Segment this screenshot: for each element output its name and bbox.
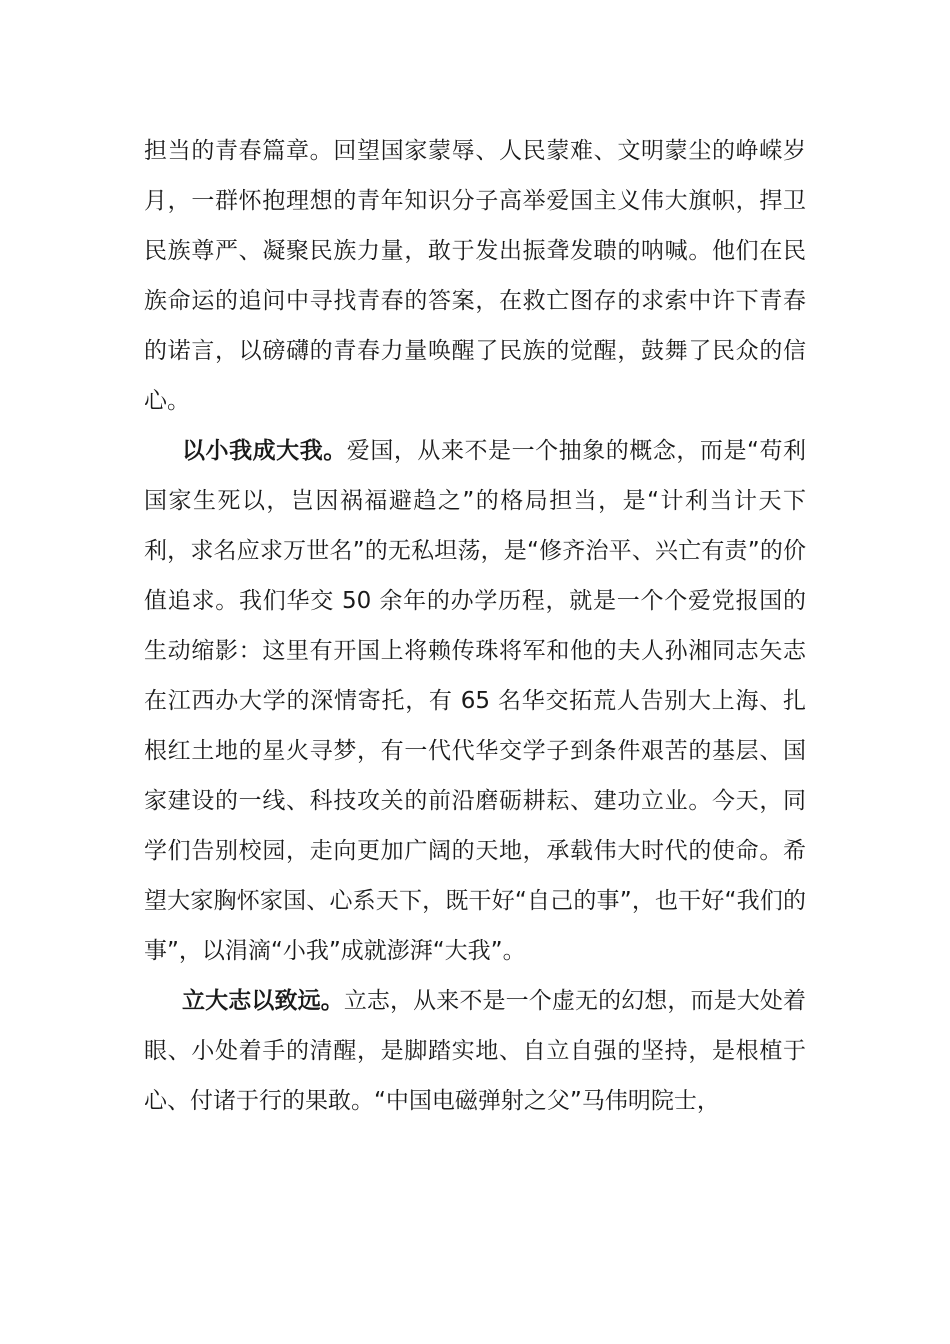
paragraph-text: 担当的青春篇章。回望国家蒙辱、人民蒙难、文明蒙尘的峥嵘岁月，一群怀抱理想的青年知识分子高举爱国主义伟大旗帜，捍卫民族尊严、凝聚民族力量，敢于发出振聋发聩的呐喊。他们在民族命运的追问中寻找青春的答案，在救亡图存的求索中许下青春的诺言，以磅礴的青春力量唤醒了民族的觉醒，鼓舞了民众的信心。 — [144, 138, 806, 414]
paragraph-text: 立志，从来不是一个虚无的幻想，而是大处着眼、小处着手的清醒，是脚踏实地、自立自强的坚持，是根植于心、付诸于行的果敢。“中国电磁弹射之父”马伟明院士， — [144, 988, 807, 1114]
paragraph-text: 爱国，从来不是一个抽象的概念，而是“苟利国家生死以，岂因祸福避趋之”的格局担当，是“计利当计天下利，求名应求万世名”的无私坦荡，是“修齐治平、兴亡有责”的价值追求。我们华交 50 余年的办学历程，就是一个个爱党报国的生动缩影：这里有开国上将赖传珠将军和他的夫人孙湘同志矢志在江西办大学的深情寄托，有 65 名华交拓荒人告别大上海、扎根红土地的星火寻梦，有一代代华交学子到条件艰苦的基层、国家建设的一线、科技攻关的前沿磨砺耕耘、建功立业。今天，同学们告别校园，走向更加广阔的天地，承载伟大时代的使命。希望大家胸怀家国、心系天下，既干好“自己的事”，也干好“我们的事”，以涓滴“小我”成就澎湃“大我”。 — [144, 438, 807, 964]
paragraph-heading: 立大志以致远。 — [182, 988, 344, 1014]
document-body — [144, 126, 806, 1126]
paragraph-continuation — [144, 126, 806, 426]
paragraph-small-self-big-self — [144, 426, 806, 976]
paragraph-heading: 以小我成大我。 — [182, 438, 347, 464]
paragraph-great-ambition — [144, 976, 806, 1126]
